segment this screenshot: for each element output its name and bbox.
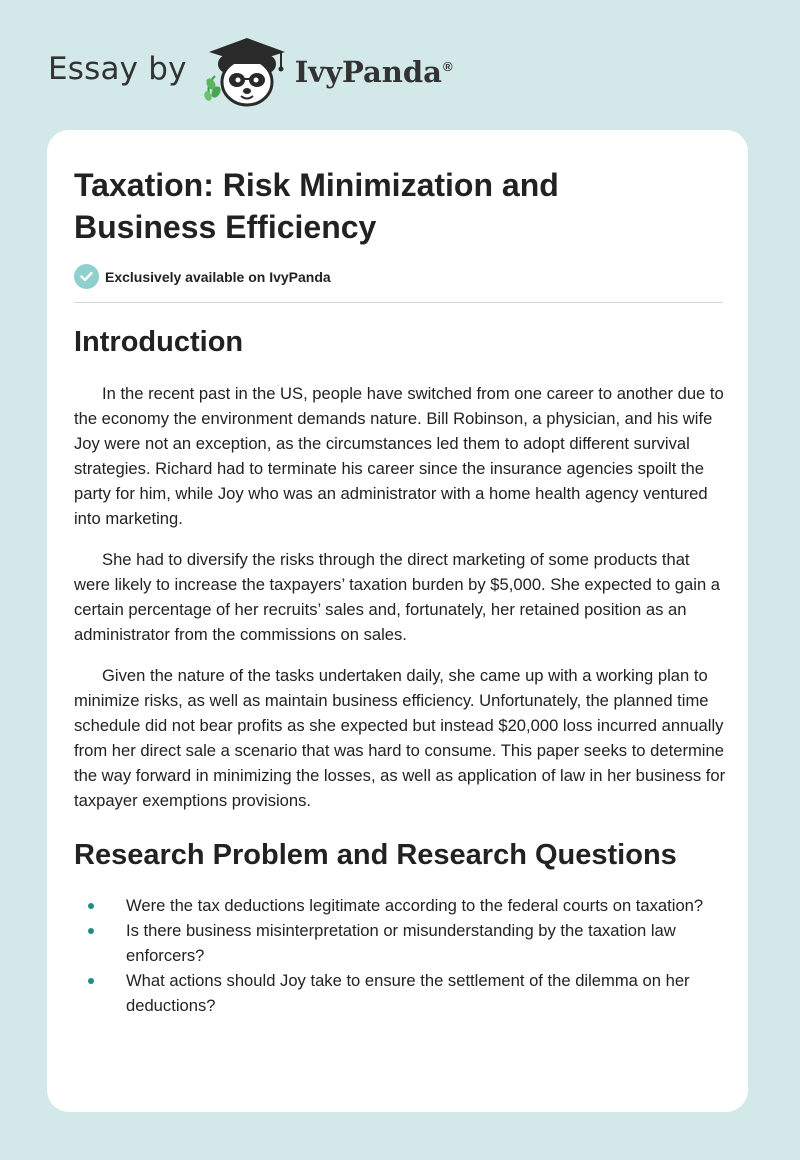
panda-graduation-cap-logo-icon[interactable] bbox=[201, 34, 293, 110]
exclusive-badge bbox=[74, 264, 331, 289]
list-item bbox=[74, 968, 726, 1018]
bullet-dot bbox=[88, 903, 94, 909]
research-questions-list bbox=[74, 893, 726, 1018]
essay-by-label: Essay by bbox=[48, 51, 187, 87]
paragraph: Given the nature of the tasks undertaken daily, she came up with a working plan to minimize risks, as well as maintain business efficiency. Unfortunately, the planned time schedule did not bear profits as she expected but instead $20,000 loss incurred annually from her direct sale a scenario that was hard to consume. This paper seeks to determine the way forward in minimizing the losses, as well as application of law in her business for taxpayer exemptions provisions. bbox=[74, 666, 726, 810]
title-divider bbox=[74, 302, 723, 303]
bullet-dot bbox=[88, 978, 94, 984]
essay-body bbox=[74, 322, 726, 1018]
essay-card bbox=[47, 130, 748, 1112]
list-item bbox=[74, 893, 726, 918]
bullet-dot bbox=[88, 928, 94, 934]
essay-title: Taxation: Risk Minimization and Business Efficiency bbox=[74, 167, 559, 245]
section-heading-research-problem: Research Problem and Research Questions bbox=[74, 839, 677, 871]
list-item-text: What actions should Joy take to ensure the settlement of the dilemma on her deductions? bbox=[126, 971, 690, 1015]
brand-name[interactable] bbox=[295, 55, 453, 89]
paragraph: In the recent past in the US, people have switched from one career to another due to the economy the environment demands nature. Bill Robinson, a physician, and his wife Joy were not an exception, as the circumstances led them to adopt different survival strategies. Richard had to terminate his career since the insurance agencies spoilt the party for him, while Joy who was an administrator with a home health agency ventured into marketing. bbox=[74, 384, 724, 528]
registered-mark: ® bbox=[442, 59, 453, 75]
exclusive-badge-text: Exclusively available on IvyPanda bbox=[105, 268, 331, 285]
list-item-text: Were the tax deductions legitimate according to the federal courts on taxation? bbox=[126, 896, 704, 915]
check-circle-icon bbox=[74, 264, 99, 289]
paragraph: She had to diversify the risks through the direct marketing of some products that were likely to increase the taxpayers’ taxation burden by $5,000. She expected to gain a certain percentage of her recruits’ sales and, fortunately, her retained position as an administrator from the commissions on sales. bbox=[74, 550, 721, 644]
site-header bbox=[48, 34, 453, 110]
list-item bbox=[74, 918, 726, 968]
section-heading-introduction: Introduction bbox=[74, 326, 244, 358]
brand-name-text: IvyPanda bbox=[294, 55, 442, 89]
list-item-text: Is there business misinterpretation or misunderstanding by the taxation law enforcers? bbox=[126, 921, 676, 965]
